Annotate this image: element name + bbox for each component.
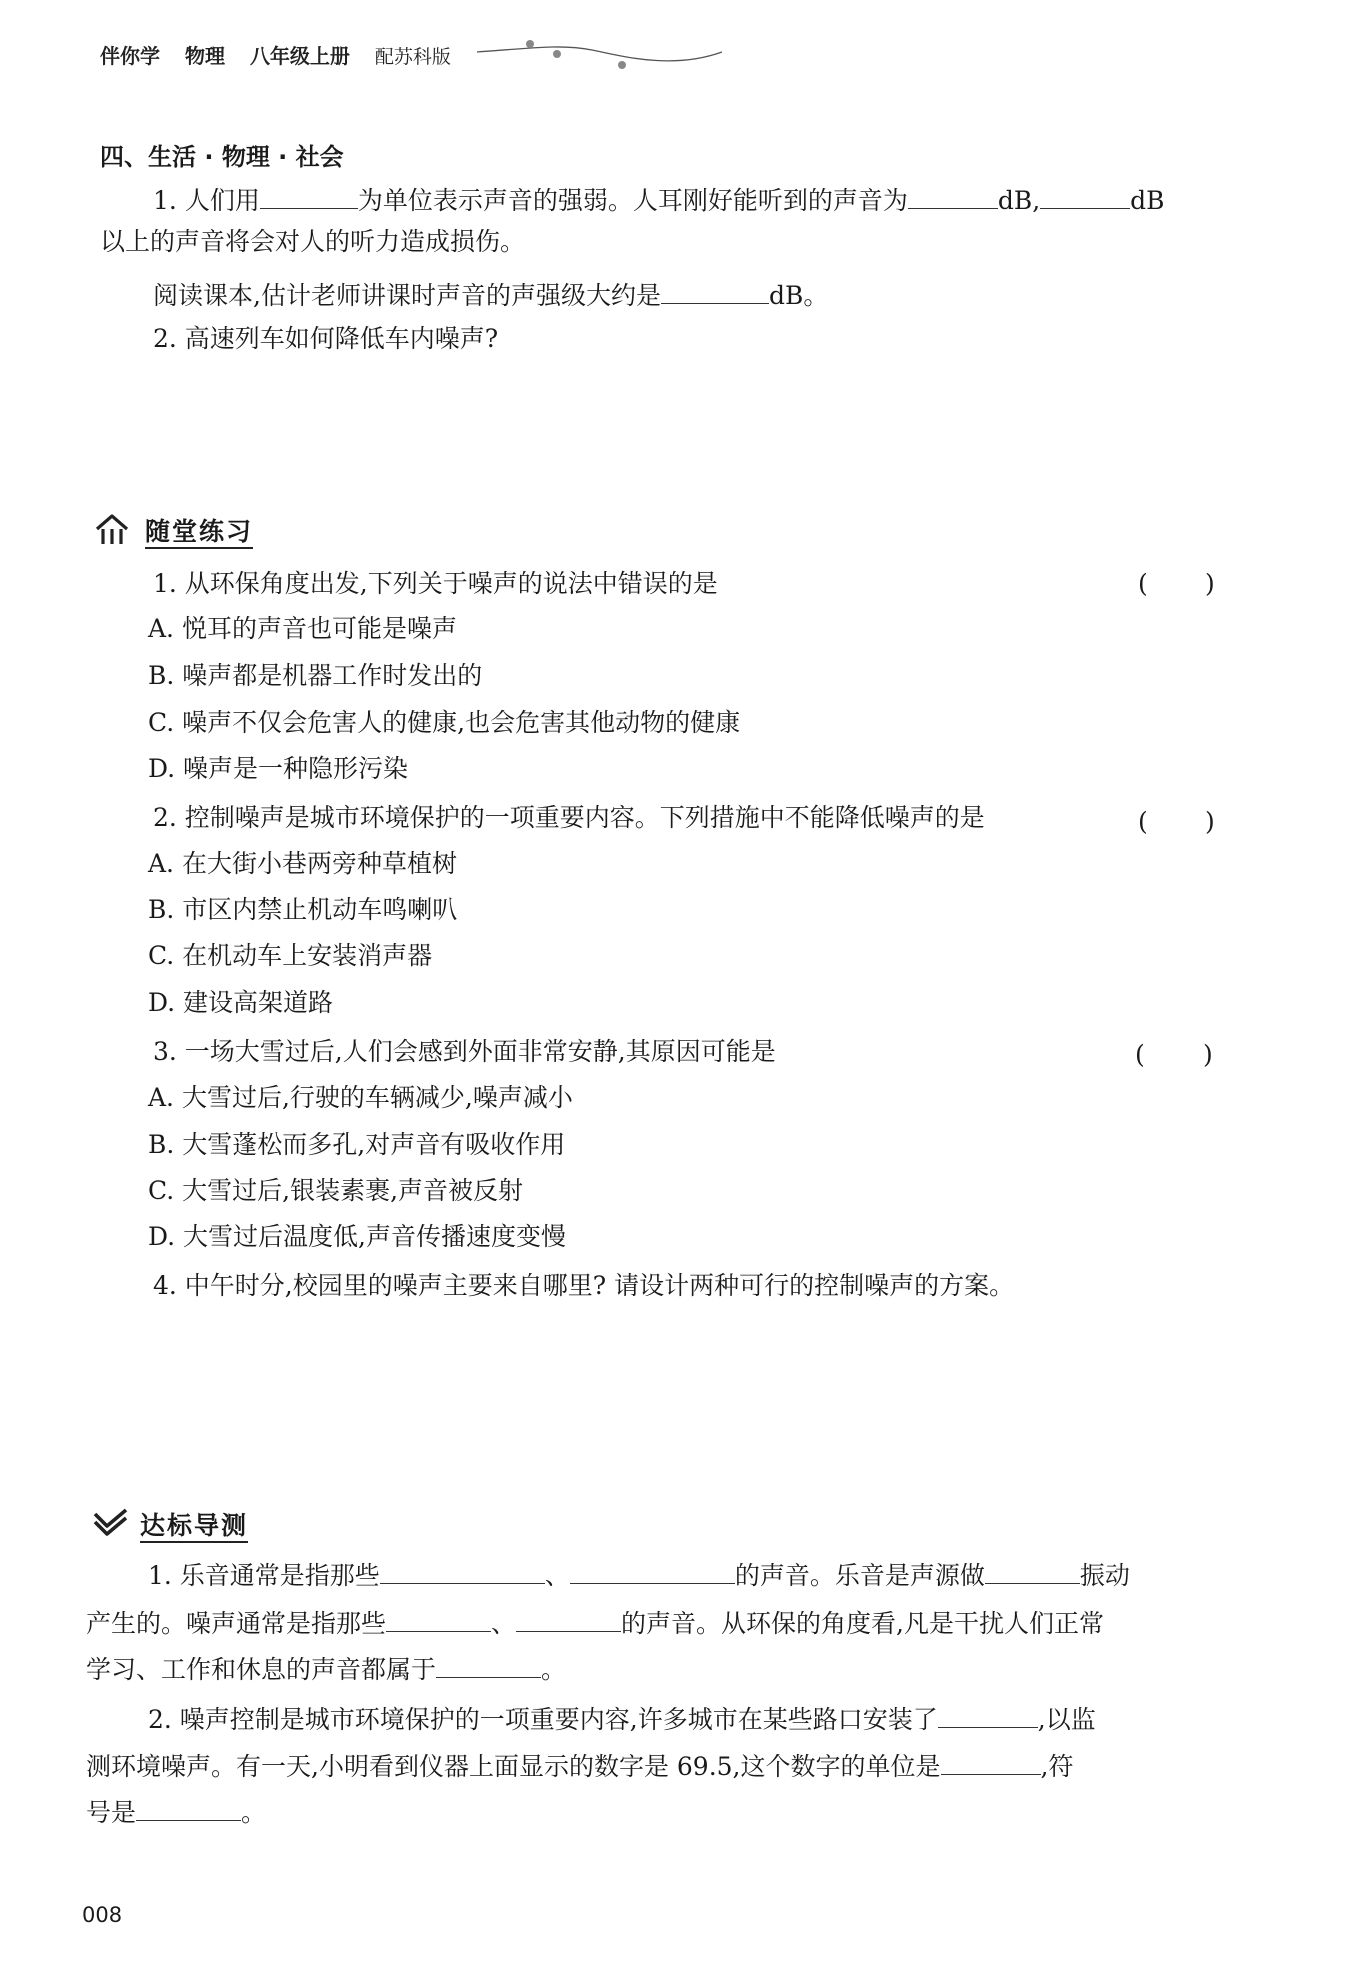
option-line: C. 大雪过后,银装素裹,声音被反射 <box>148 1176 524 1205</box>
header-wave-decoration <box>472 30 732 75</box>
answer-bracket-close: ) <box>1203 1040 1213 1069</box>
answer-blank[interactable] <box>985 1559 1080 1584</box>
question-line: 测环境噪声。有一天,小明看到仪器上面显示的数字是 69.5,这个数字的单位是 ,符 <box>86 1752 1074 1781</box>
answer-blank[interactable] <box>436 1653 541 1678</box>
header-subject: 物理 <box>184 44 225 68</box>
answer-blank[interactable] <box>941 1750 1041 1775</box>
answer-bracket-close: ) <box>1205 569 1215 598</box>
question-line: 1. 从环保角度出发,下列关于噪声的说法中错误的是 <box>153 569 718 598</box>
page-header <box>100 40 469 69</box>
option-line: D. 噪声是一种隐形污染 <box>148 754 409 783</box>
option-line: A. 在大街小巷两旁种草植树 <box>148 849 457 878</box>
question-line: 3. 一场大雪过后,人们会感到外面非常安静,其原因可能是 <box>153 1037 776 1066</box>
section-title: 达标导测 <box>140 1506 248 1542</box>
answer-blank[interactable] <box>570 1559 735 1584</box>
option-line: A. 悦耳的声音也可能是噪声 <box>148 614 457 643</box>
answer-bracket-open[interactable]: ( <box>1135 1040 1145 1069</box>
section-title: 四、生活 · 物理 · 社会 <box>100 143 344 171</box>
answer-blank[interactable] <box>516 1607 621 1632</box>
header-grade: 八年级上册 <box>249 44 350 68</box>
answer-blank[interactable] <box>386 1607 491 1632</box>
answer-bracket-close: ) <box>1205 807 1215 836</box>
option-line: B. 大雪蓬松而多孔,对声音有吸收作用 <box>148 1130 566 1159</box>
question-line: 阅读课本,估计老师讲课时声音的声强级大约是 dB。 <box>153 281 829 310</box>
answer-blank[interactable] <box>260 184 358 209</box>
option-line: B. 噪声都是机器工作时发出的 <box>148 661 483 690</box>
question-line: 1. 乐音通常是指那些 、 的声音。乐音是声源做 振动 <box>148 1561 1130 1590</box>
header-series: 伴你学 <box>100 44 160 68</box>
option-line: D. 建设高架道路 <box>148 988 334 1017</box>
answer-blank[interactable] <box>661 279 769 304</box>
question-line: 产生的。噪声通常是指那些 、 的声音。从环保的角度看,凡是干扰人们正常 <box>86 1609 1104 1638</box>
double-check-icon <box>92 1508 130 1536</box>
option-line: A. 大雪过后,行驶的车辆减少,噪声减小 <box>148 1083 573 1112</box>
answer-blank[interactable] <box>380 1559 545 1584</box>
option-line: D. 大雪过后温度低,声音传播速度变慢 <box>148 1222 566 1251</box>
house-icon <box>94 512 130 546</box>
question-line: 号是 。 <box>86 1798 267 1827</box>
answer-blank[interactable] <box>938 1703 1038 1728</box>
answer-blank[interactable] <box>136 1796 241 1821</box>
question-line: 2. 噪声控制是城市环境保护的一项重要内容,许多城市在某些路口安装了 ,以监 <box>148 1705 1096 1734</box>
question-line: 4. 中午时分,校园里的噪声主要来自哪里? 请设计两种可行的控制噪声的方案。 <box>153 1271 1015 1300</box>
answer-blank[interactable] <box>1040 184 1130 209</box>
header-edition: 配苏科版 <box>374 46 451 68</box>
question-line: 学习、工作和休息的声音都属于 。 <box>86 1655 567 1684</box>
page-number: 008 <box>82 1903 123 1927</box>
answer-bracket-open[interactable]: ( <box>1138 569 1148 598</box>
option-line: C. 噪声不仅会危害人的健康,也会危害其他动物的健康 <box>148 708 741 737</box>
question-line: 1. 人们用 为单位表示声音的强弱。人耳刚好能听到的声音为 dB, dB <box>153 186 1165 215</box>
option-line: B. 市区内禁止机动车鸣喇叭 <box>148 895 458 924</box>
answer-bracket-open[interactable]: ( <box>1138 807 1148 836</box>
option-line: C. 在机动车上安装消声器 <box>148 941 433 970</box>
question-line: 以上的声音将会对人的听力造成损伤。 <box>100 227 526 256</box>
section-title: 随堂练习 <box>145 512 253 548</box>
question-line: 2. 高速列车如何降低车内噪声? <box>153 324 499 353</box>
question-line: 2. 控制噪声是城市环境保护的一项重要内容。下列措施中不能降低噪声的是 <box>153 803 985 832</box>
answer-blank[interactable] <box>908 184 998 209</box>
